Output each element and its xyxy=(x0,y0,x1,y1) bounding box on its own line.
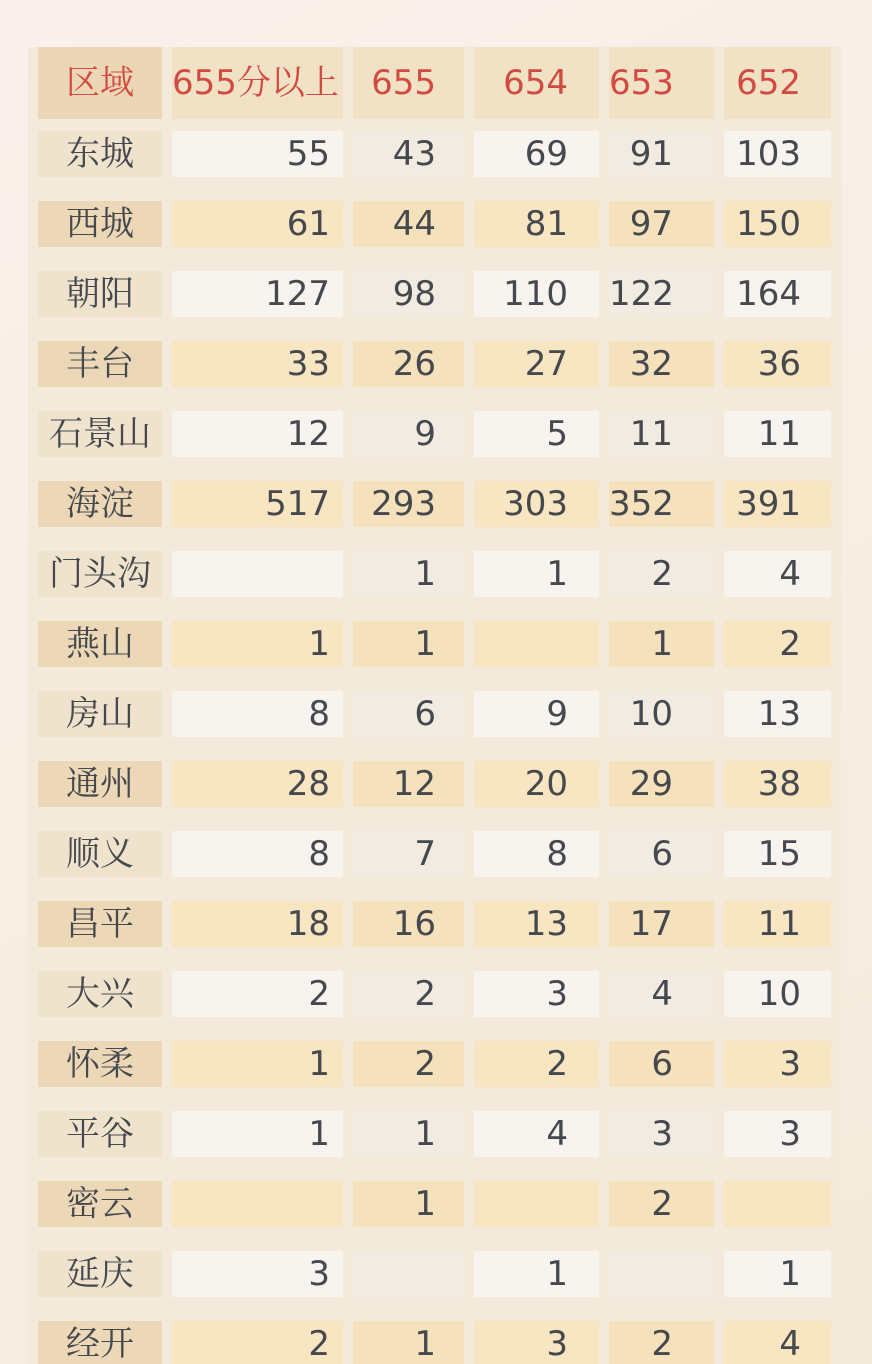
value-cell xyxy=(474,609,599,679)
value-cell xyxy=(353,749,464,819)
value-cell xyxy=(724,889,831,959)
value-text: 3 xyxy=(779,1114,801,1154)
value-cell xyxy=(474,1309,599,1364)
value-text: 293 xyxy=(371,484,436,524)
value-text: 98 xyxy=(392,274,436,314)
value-text: 2 xyxy=(546,1044,568,1084)
value-text: 11 xyxy=(757,414,801,454)
value-cell xyxy=(609,819,714,889)
value-text: 38 xyxy=(757,764,801,804)
value-text: 1 xyxy=(308,1114,330,1154)
table-row xyxy=(38,259,831,329)
value-text: 2 xyxy=(651,1324,673,1364)
value-text: 2 xyxy=(651,1184,673,1224)
value-cell xyxy=(172,889,343,959)
value-text: 110 xyxy=(503,274,568,314)
value-cell xyxy=(474,1169,599,1239)
table-row xyxy=(38,469,831,539)
region-cell: 密云 xyxy=(38,1169,162,1239)
value-text: 91 xyxy=(629,134,673,174)
score-column-header: 652 xyxy=(724,47,831,119)
score-table xyxy=(28,47,841,1364)
region-cell: 燕山 xyxy=(38,609,162,679)
value-cell xyxy=(609,119,714,189)
value-cell xyxy=(724,1239,831,1309)
score-column-header: 655 xyxy=(353,47,464,119)
value-cell xyxy=(724,119,831,189)
value-text: 1 xyxy=(308,624,330,664)
table-row xyxy=(38,609,831,679)
value-text: 1 xyxy=(414,1324,436,1364)
value-cell xyxy=(474,469,599,539)
value-cell xyxy=(353,1099,464,1169)
value-cell xyxy=(609,539,714,609)
score-column-header: 654 xyxy=(474,47,599,119)
value-cell xyxy=(353,1239,464,1309)
value-cell xyxy=(353,469,464,539)
value-cell xyxy=(724,469,831,539)
value-text: 4 xyxy=(779,1324,801,1364)
value-cell xyxy=(474,119,599,189)
region-cell: 西城 xyxy=(38,189,162,259)
value-cell xyxy=(474,399,599,469)
value-cell xyxy=(724,1309,831,1364)
value-cell xyxy=(172,469,343,539)
value-text: 122 xyxy=(609,274,674,314)
value-text: 69 xyxy=(524,134,568,174)
value-text: 4 xyxy=(546,1114,568,1154)
value-cell xyxy=(609,469,714,539)
region-cell: 经开 xyxy=(38,1309,162,1364)
value-cell xyxy=(609,259,714,329)
region-cell: 大兴 xyxy=(38,959,162,1029)
value-text: 9 xyxy=(414,414,436,454)
region-cell: 通州 xyxy=(38,749,162,819)
table-row xyxy=(38,1099,831,1169)
value-cell xyxy=(474,679,599,749)
value-text: 18 xyxy=(286,904,330,944)
value-cell xyxy=(353,119,464,189)
value-text: 303 xyxy=(503,484,568,524)
value-text: 5 xyxy=(546,414,568,454)
table-row xyxy=(38,119,831,189)
value-cell xyxy=(724,679,831,749)
value-cell xyxy=(474,329,599,399)
region-cell: 顺义 xyxy=(38,819,162,889)
value-cell xyxy=(474,539,599,609)
value-cell xyxy=(172,679,343,749)
region-cell: 房山 xyxy=(38,679,162,749)
value-text: 11 xyxy=(757,904,801,944)
value-text: 20 xyxy=(524,764,568,804)
value-text: 15 xyxy=(757,834,801,874)
value-text: 2 xyxy=(651,554,673,594)
value-cell xyxy=(609,399,714,469)
value-cell xyxy=(172,609,343,679)
value-text: 6 xyxy=(414,694,436,734)
value-cell xyxy=(724,189,831,259)
table-header xyxy=(38,47,831,119)
value-cell xyxy=(172,259,343,329)
value-cell xyxy=(474,1239,599,1309)
value-text: 16 xyxy=(392,904,436,944)
table-row xyxy=(38,1169,831,1239)
value-text: 8 xyxy=(308,834,330,874)
value-cell xyxy=(172,399,343,469)
value-cell xyxy=(353,189,464,259)
value-text: 97 xyxy=(629,204,673,244)
value-text: 36 xyxy=(757,344,801,384)
value-cell xyxy=(172,959,343,1029)
region-cell: 昌平 xyxy=(38,889,162,959)
value-text: 28 xyxy=(286,764,330,804)
value-cell xyxy=(474,1099,599,1169)
value-text: 2 xyxy=(308,1324,330,1364)
score-column-header: 653 xyxy=(609,47,714,119)
value-text: 12 xyxy=(286,414,330,454)
value-text: 55 xyxy=(286,134,330,174)
region-cell: 丰台 xyxy=(38,329,162,399)
region-cell: 延庆 xyxy=(38,1239,162,1309)
table-body xyxy=(38,119,831,1364)
value-cell xyxy=(609,959,714,1029)
value-cell xyxy=(172,749,343,819)
value-text: 103 xyxy=(736,134,801,174)
value-cell xyxy=(172,1029,343,1099)
value-cell xyxy=(724,959,831,1029)
value-text: 8 xyxy=(546,834,568,874)
value-cell xyxy=(474,259,599,329)
value-cell xyxy=(353,329,464,399)
value-text: 352 xyxy=(609,484,674,524)
value-text: 61 xyxy=(286,204,330,244)
value-cell xyxy=(353,609,464,679)
value-text: 1 xyxy=(779,1254,801,1294)
value-text: 2 xyxy=(414,974,436,1014)
value-text: 1 xyxy=(414,624,436,664)
value-text: 1 xyxy=(651,624,673,664)
value-text: 3 xyxy=(651,1114,673,1154)
value-text: 10 xyxy=(629,694,673,734)
value-cell xyxy=(609,749,714,819)
value-text: 3 xyxy=(546,974,568,1014)
value-cell xyxy=(353,959,464,1029)
value-text: 1 xyxy=(546,1254,568,1294)
value-cell xyxy=(724,1099,831,1169)
value-text: 6 xyxy=(651,834,673,874)
value-text: 12 xyxy=(392,764,436,804)
region-cell: 平谷 xyxy=(38,1099,162,1169)
table-row xyxy=(38,1029,831,1099)
value-text: 150 xyxy=(736,204,801,244)
value-cell xyxy=(724,329,831,399)
value-cell xyxy=(724,819,831,889)
value-cell xyxy=(353,1029,464,1099)
value-cell xyxy=(474,959,599,1029)
value-text: 81 xyxy=(524,204,568,244)
value-text: 13 xyxy=(524,904,568,944)
value-cell xyxy=(609,679,714,749)
value-cell xyxy=(172,1099,343,1169)
value-text: 1 xyxy=(414,1114,436,1154)
value-cell xyxy=(353,1309,464,1364)
value-cell xyxy=(609,1309,714,1364)
value-cell xyxy=(172,119,343,189)
value-text: 2 xyxy=(308,974,330,1014)
table-row xyxy=(38,749,831,819)
table-row xyxy=(38,959,831,1029)
value-cell xyxy=(724,749,831,819)
value-text: 3 xyxy=(546,1324,568,1364)
value-text: 8 xyxy=(308,694,330,734)
value-cell xyxy=(724,1169,831,1239)
value-text: 13 xyxy=(757,694,801,734)
value-text: 391 xyxy=(736,484,801,524)
value-text: 1 xyxy=(308,1044,330,1084)
value-text: 2 xyxy=(414,1044,436,1084)
value-text: 33 xyxy=(286,344,330,384)
value-cell xyxy=(724,399,831,469)
region-cell: 海淀 xyxy=(38,469,162,539)
value-text: 10 xyxy=(757,974,801,1014)
value-cell xyxy=(609,189,714,259)
region-cell: 石景山 xyxy=(38,399,162,469)
value-text: 6 xyxy=(651,1044,673,1084)
value-text: 29 xyxy=(629,764,673,804)
value-cell xyxy=(172,1309,343,1364)
table-row xyxy=(38,329,831,399)
value-text: 1 xyxy=(414,554,436,594)
value-text: 3 xyxy=(779,1044,801,1084)
value-cell xyxy=(474,889,599,959)
value-cell xyxy=(172,1169,343,1239)
region-cell: 朝阳 xyxy=(38,259,162,329)
value-text: 7 xyxy=(414,834,436,874)
region-cell: 门头沟 xyxy=(38,539,162,609)
value-text: 517 xyxy=(265,484,330,524)
value-cell xyxy=(609,889,714,959)
value-text: 26 xyxy=(392,344,436,384)
table-row xyxy=(38,1309,831,1364)
value-cell xyxy=(609,1239,714,1309)
table-row xyxy=(38,189,831,259)
value-text: 164 xyxy=(736,274,801,314)
table-row xyxy=(38,1239,831,1309)
value-text: 127 xyxy=(265,274,330,314)
value-cell xyxy=(172,819,343,889)
value-cell xyxy=(353,539,464,609)
value-text: 2 xyxy=(779,624,801,664)
value-cell xyxy=(353,679,464,749)
value-cell xyxy=(353,259,464,329)
value-text: 1 xyxy=(546,554,568,594)
value-cell xyxy=(609,329,714,399)
value-cell xyxy=(724,1029,831,1099)
table-row xyxy=(38,889,831,959)
value-cell xyxy=(172,189,343,259)
table-row xyxy=(38,539,831,609)
value-cell xyxy=(172,539,343,609)
value-text: 4 xyxy=(651,974,673,1014)
table-row xyxy=(38,679,831,749)
value-cell xyxy=(353,399,464,469)
value-text: 1 xyxy=(414,1184,436,1224)
value-cell xyxy=(609,1099,714,1169)
value-text: 27 xyxy=(524,344,568,384)
value-cell xyxy=(609,1029,714,1099)
value-cell xyxy=(474,819,599,889)
region-column-header: 区域 xyxy=(38,47,162,119)
value-cell xyxy=(353,1169,464,1239)
value-text: 17 xyxy=(629,904,673,944)
value-cell xyxy=(609,1169,714,1239)
value-text: 44 xyxy=(392,204,436,244)
value-cell xyxy=(609,609,714,679)
value-cell xyxy=(724,609,831,679)
table-row xyxy=(38,399,831,469)
table-row xyxy=(38,819,831,889)
value-cell xyxy=(474,749,599,819)
score-column-header: 655分以上 xyxy=(172,47,343,119)
value-text: 3 xyxy=(308,1254,330,1294)
value-cell xyxy=(724,259,831,329)
region-cell: 怀柔 xyxy=(38,1029,162,1099)
value-cell xyxy=(353,819,464,889)
value-cell xyxy=(474,1029,599,1099)
value-text: 9 xyxy=(546,694,568,734)
value-cell xyxy=(724,539,831,609)
header-row xyxy=(38,47,831,119)
value-cell xyxy=(474,189,599,259)
region-cell: 东城 xyxy=(38,119,162,189)
value-cell xyxy=(172,1239,343,1309)
value-text: 32 xyxy=(629,344,673,384)
value-text: 4 xyxy=(779,554,801,594)
value-text: 43 xyxy=(392,134,436,174)
value-cell xyxy=(172,329,343,399)
value-cell xyxy=(353,889,464,959)
value-text: 11 xyxy=(629,414,673,454)
